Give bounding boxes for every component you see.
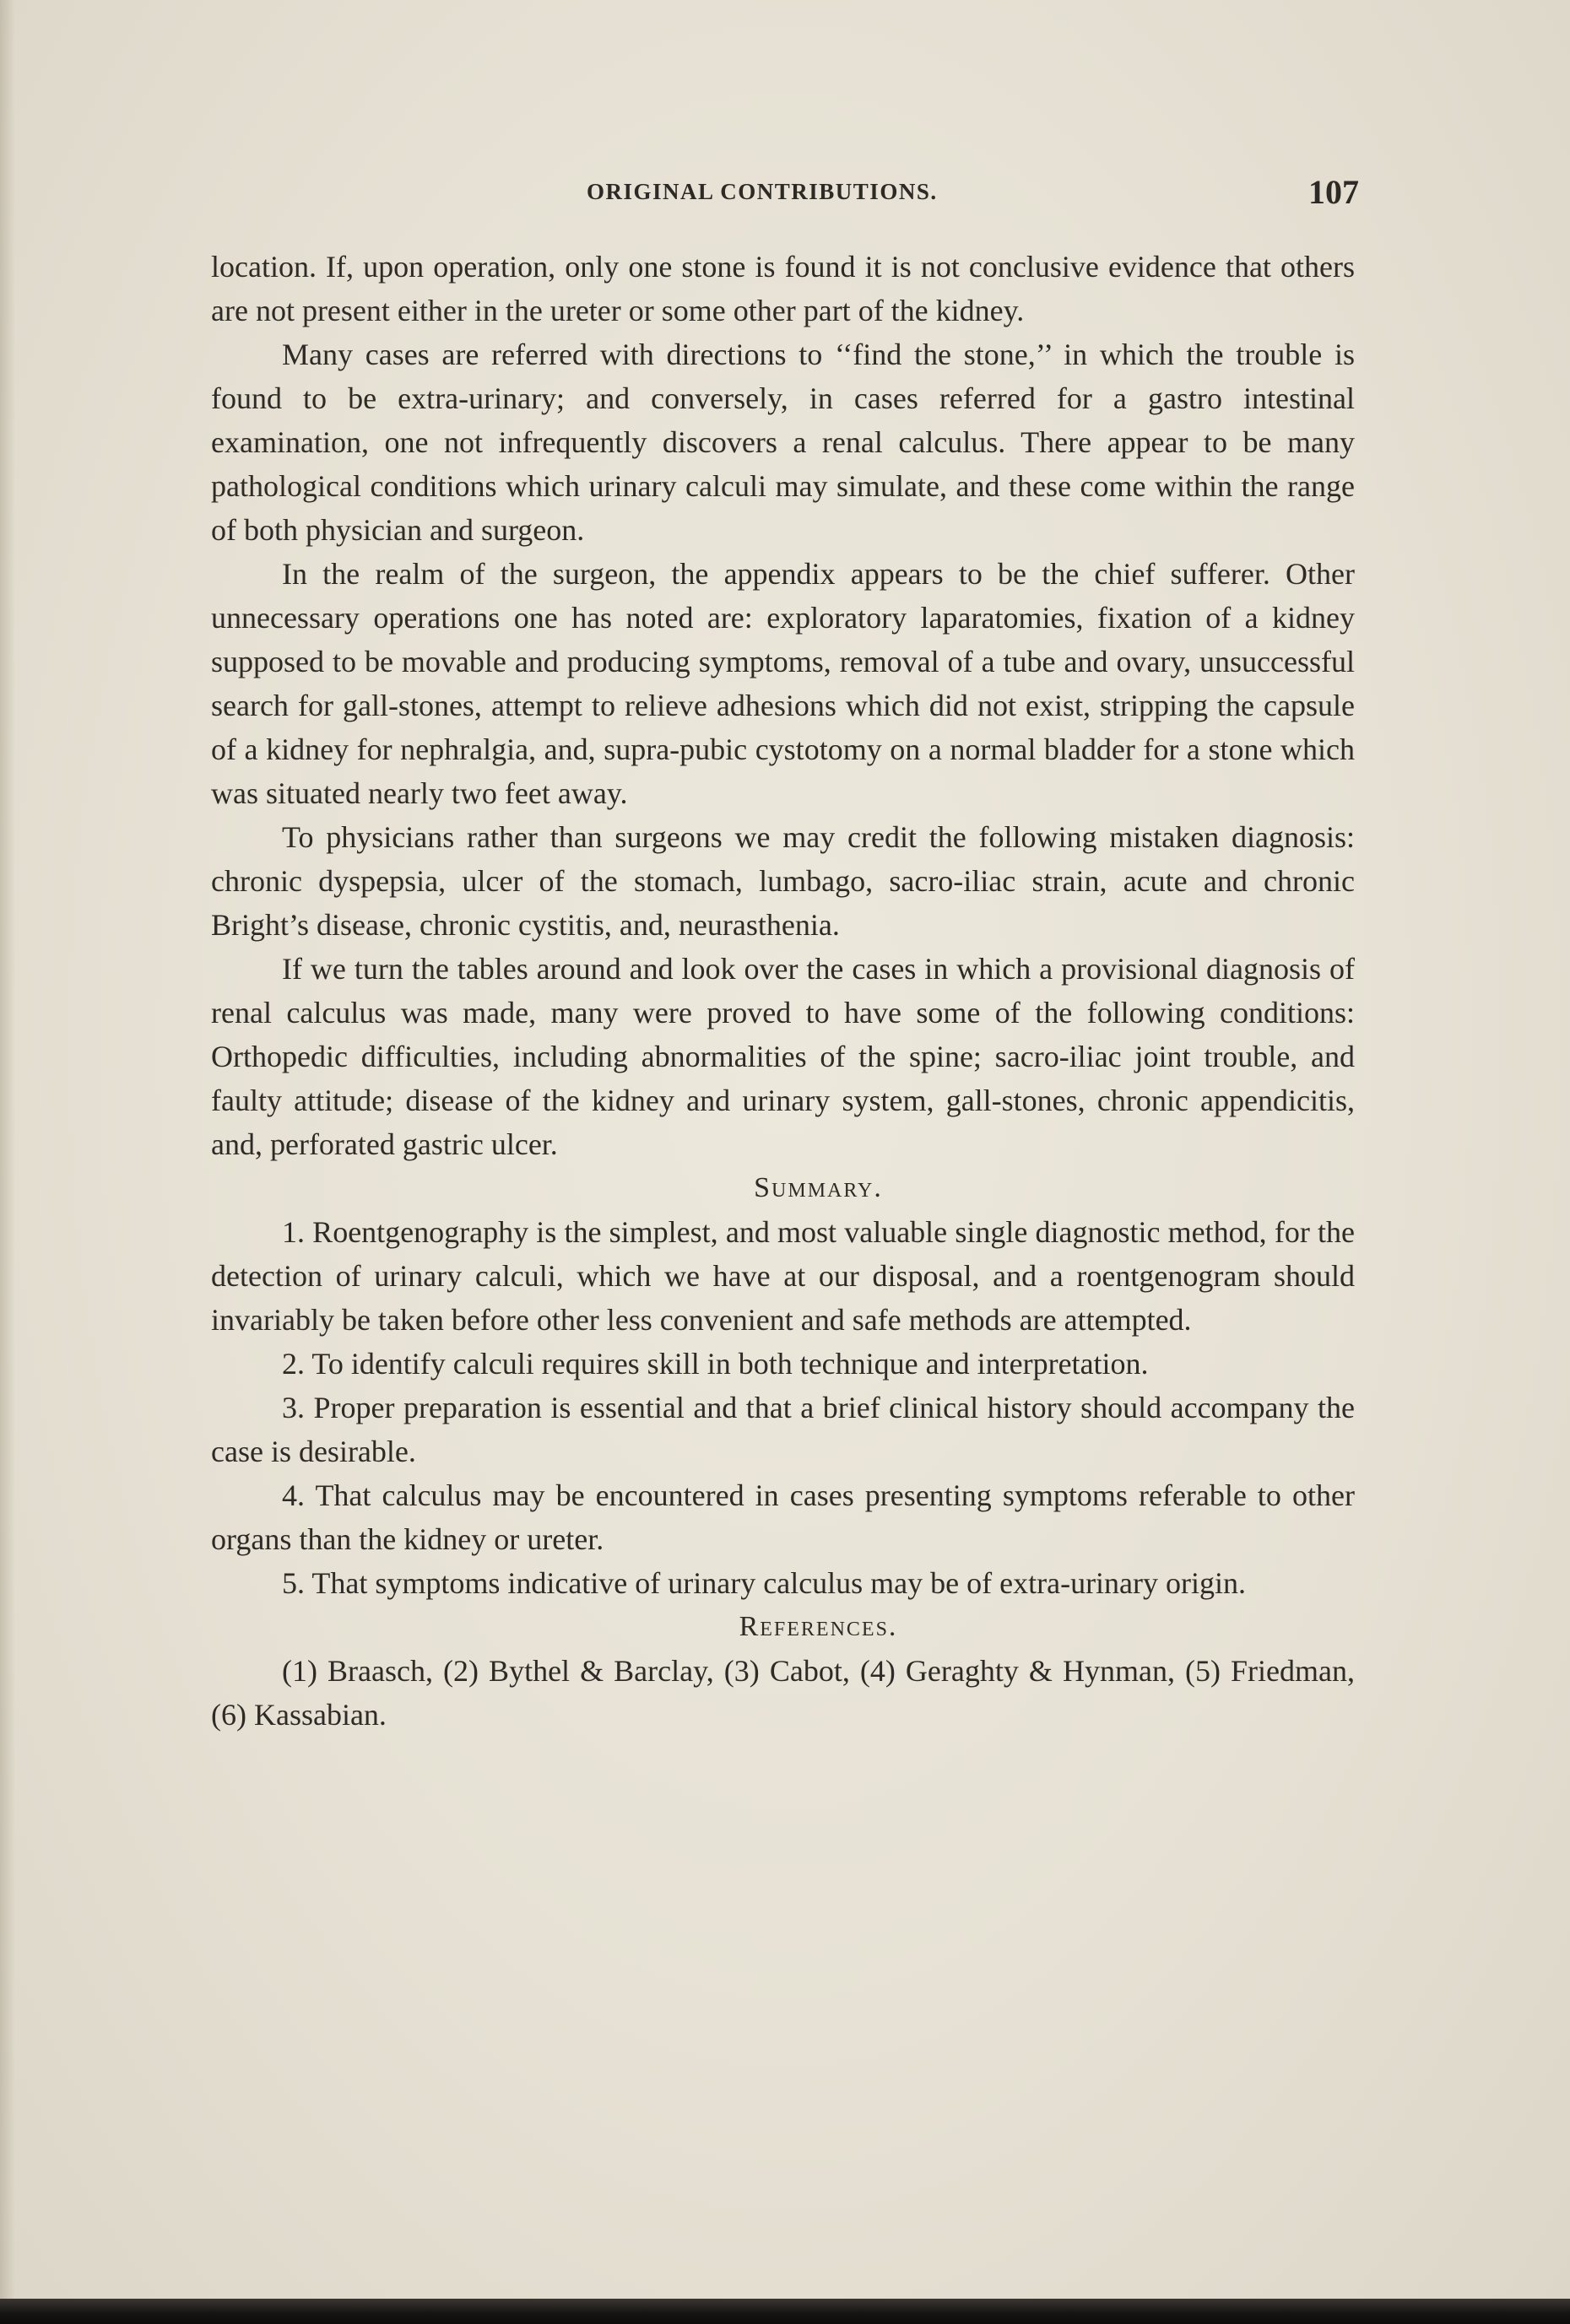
summary-heading: Summary. (754, 1172, 883, 1203)
page-gutter-shadow (0, 0, 15, 2324)
references-list: (1) Braasch, (2) Bythel & Barclay, (3) Cabot, (4) Geraghty & Hynman, (5) Friedman, (6) Kassabian. (211, 1654, 1355, 1732)
paragraph: location. If, upon operation, only one stone is found it is not conclusive evidence that others are not present either in the ureter or some other part of the kidney. (211, 250, 1355, 327)
page-number: 107 (1308, 173, 1359, 211)
summary-item: 2. To identify calculi requires skill in both technique and interpretation. (282, 1347, 1149, 1381)
paragraph: Many cases are referred with directions to ‘‘find the stone,’’ in which the trouble is found to be extra-urinary; and conversely, in cases referred for a gastro intestinal examination, one not infrequently discovers a renal calculus. There appear to be many pathological conditions which urinary calculi may simulate, and these come within the range of both physician and surgeon. (211, 338, 1355, 547)
body-text (211, 245, 1355, 1737)
summary-item: 4. That calculus may be encountered in cases presenting symptoms referable to other organs than the kidney or ureter. (211, 1478, 1355, 1556)
summary-item: 1. Roentgenography is the simplest, and most valuable single diagnostic method, for the detection of urinary calculi, which we have at our disposal, and a roentgenogram should invariably be taken before other less convenient and safe methods are attempted. (211, 1215, 1355, 1337)
running-title: ORIGINAL CONTRIBUTIONS. (587, 179, 938, 204)
summary-item: 5. That symptoms indicative of urinary calculus may be of extra-urinary origin. (282, 1566, 1247, 1600)
paragraph: If we turn the tables around and look over the cases in which a provisional diagnosis of renal calculus was made, many were proved to have some of the following conditions: Orthopedic difficulties, including abnormalities of the spine; sacro-iliac joint trouble, and faulty attitude; disease of the kidney and urinary system, gall-stones, chronic appendicitis, and, perforated gastric ulcer. (211, 952, 1355, 1161)
paragraph: To physicians rather than surgeons we may credit the following mistaken diagnosis: chronic dyspepsia, ulcer of the stomach, lumbago, sacro-iliac strain, acute and chronic Bright’s disease, chronic cystitis, and, neurasthenia. (211, 820, 1355, 942)
summary-item: 3. Proper preparation is essential and that a brief clinical history should accompany the case is desirable. (211, 1391, 1355, 1468)
paragraph: In the realm of the surgeon, the appendix appears to be the chief sufferer. Other unnecessary operations one has noted are: exploratory laparatomies, fixation of a kidney supposed to be movable and producing symptoms, removal of a tube and ovary, unsuccessful search for gall-stones, attempt to relieve adhesions which did not exist, stripping the capsule of a kidney for nephralgia, and, supra-pubic cystotomy on a normal bladder for a stone which was situated nearly two feet away. (211, 557, 1355, 810)
references-heading: References. (739, 1611, 898, 1642)
page-bottom-edge (0, 2299, 1570, 2324)
running-head (211, 172, 1359, 223)
